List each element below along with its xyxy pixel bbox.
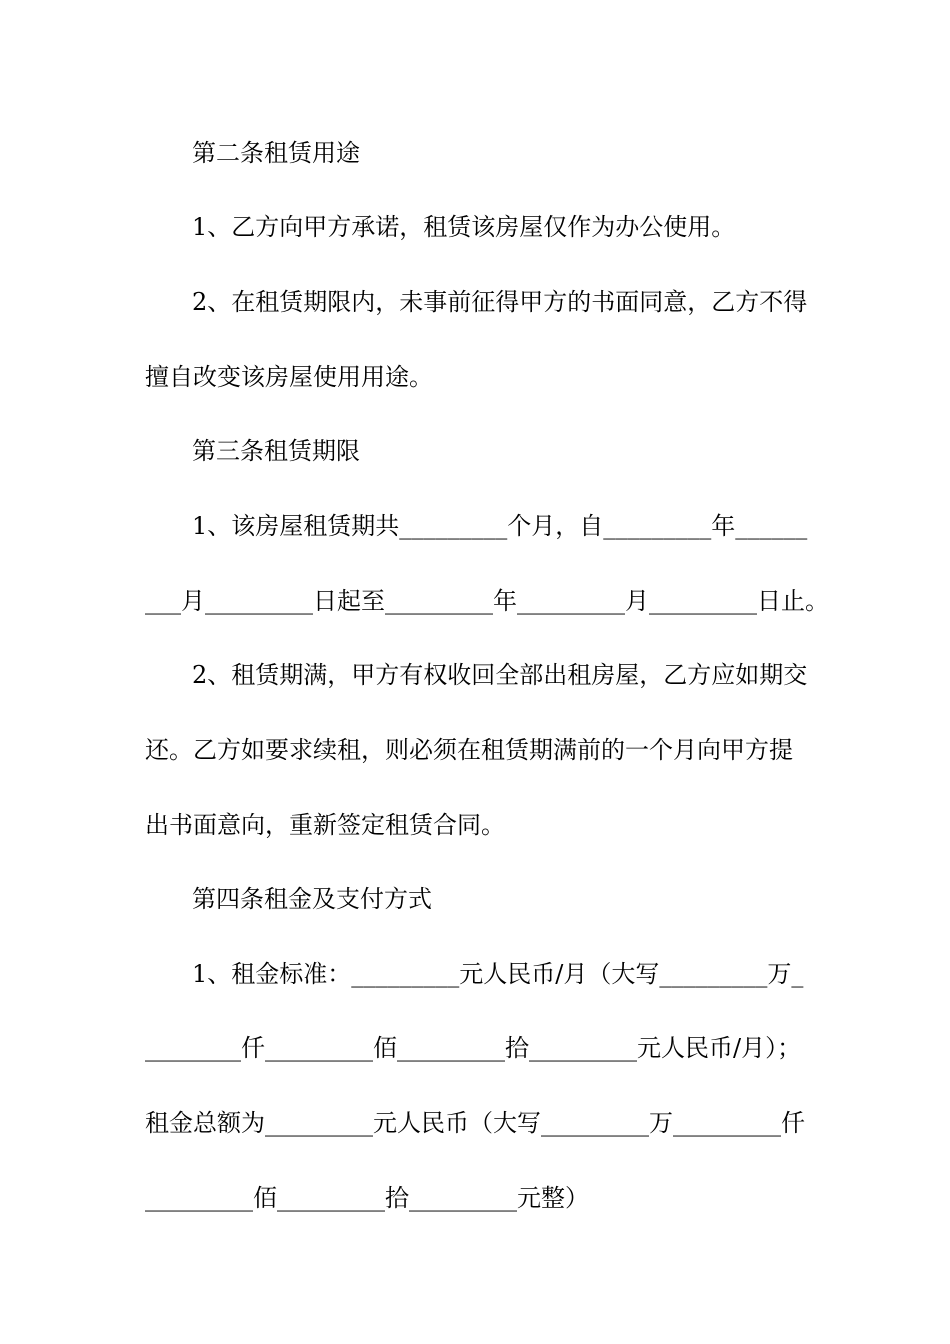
paragraph-line: ___月_________日起至_________年_________月_________日止。 xyxy=(145,587,829,615)
paragraph-line: _________佰_________拾_________元整） xyxy=(145,1184,589,1212)
paragraph-line: 还。乙方如要求续租，则必须在租赁期满前的一个月向甲方提 xyxy=(145,736,793,764)
article-2-heading: 第二条租赁用途 xyxy=(192,139,360,167)
paragraph-line: ________仟_________佰_________拾_________元人民币/月）； xyxy=(145,1034,802,1062)
article-4-heading: 第四条租金及支付方式 xyxy=(192,885,432,913)
paragraph-line: 擅自改变该房屋使用用途。 xyxy=(145,363,433,391)
paragraph-line: 1、该房屋租赁期共_________个月，自_________年______ xyxy=(192,512,808,540)
paragraph-line: 2、在租赁期限内，未事前征得甲方的书面同意，乙方不得 xyxy=(192,288,808,316)
paragraph-line: 1、租金标准：_________元人民币/月（大写_________万_ xyxy=(192,960,804,988)
paragraph-line: 租金总额为_________元人民币（大写_________万_________仟 xyxy=(145,1109,805,1137)
article-3-heading: 第三条租赁期限 xyxy=(192,437,360,465)
paragraph-line: 2、租赁期满，甲方有权收回全部出租房屋，乙方应如期交 xyxy=(192,661,808,689)
paragraph-line: 1、乙方向甲方承诺，租赁该房屋仅作为办公使用。 xyxy=(192,213,736,241)
paragraph-line: 出书面意向，重新签定租赁合同。 xyxy=(145,811,505,839)
